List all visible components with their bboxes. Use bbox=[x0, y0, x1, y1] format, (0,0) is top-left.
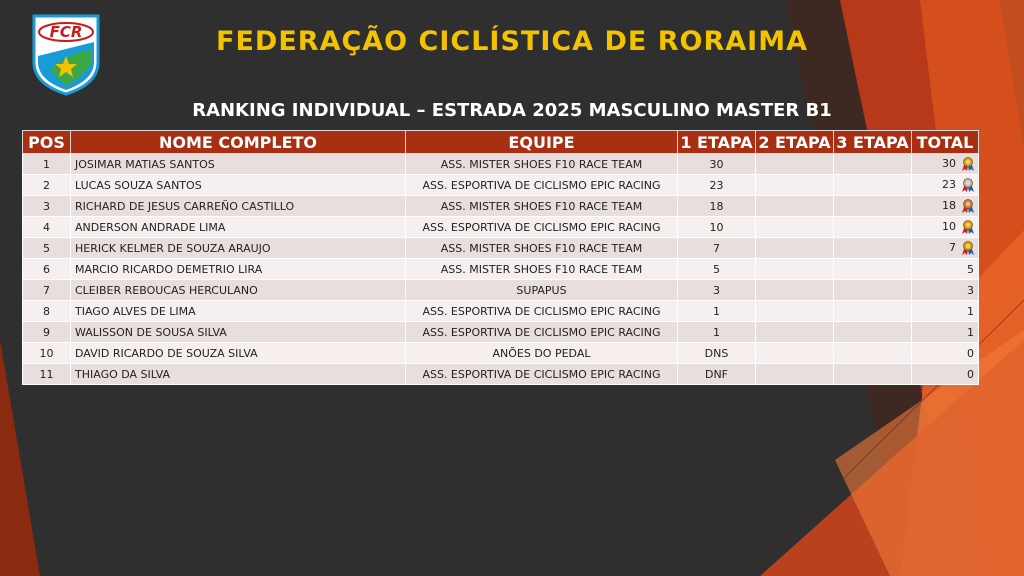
pos-cell bbox=[23, 238, 71, 259]
total-cell bbox=[912, 364, 979, 385]
team-cell bbox=[406, 301, 678, 322]
stage2-cell bbox=[756, 196, 834, 217]
stage2-cell bbox=[756, 175, 834, 196]
total-cell-value: 7 bbox=[949, 241, 956, 254]
pos-cell-value: 6 bbox=[43, 262, 50, 276]
stage1-cell-value: 23 bbox=[709, 178, 724, 192]
total-cell-value: 3 bbox=[967, 283, 974, 297]
total-cell bbox=[912, 154, 979, 175]
team-cell-value: ASS. ESPORTIVA DE CICLISMO EPIC RACING bbox=[422, 367, 661, 381]
pos-cell bbox=[23, 259, 71, 280]
stage3-cell bbox=[834, 364, 912, 385]
total-cell bbox=[912, 322, 979, 343]
column-header-stage1: 1 ETAPA bbox=[678, 131, 756, 154]
pos-cell-value: 10 bbox=[39, 346, 54, 360]
pos-cell bbox=[23, 196, 71, 217]
table-row bbox=[23, 196, 979, 217]
name-cell bbox=[71, 343, 406, 364]
stage1-cell bbox=[678, 322, 756, 343]
stage1-cell bbox=[678, 280, 756, 301]
column-header-stage3: 3 ETAPA bbox=[834, 131, 912, 154]
stage2-cell bbox=[756, 322, 834, 343]
stage2-cell bbox=[756, 217, 834, 238]
team-cell-value: ASS. ESPORTIVA DE CICLISMO EPIC RACING bbox=[422, 178, 661, 192]
name-cell bbox=[71, 154, 406, 175]
silver-medal-icon bbox=[962, 178, 974, 192]
pos-cell-value: 3 bbox=[43, 199, 50, 213]
total-cell-value: 23 bbox=[942, 178, 956, 191]
svg-text:FCR: FCR bbox=[49, 23, 83, 41]
table-row bbox=[23, 280, 979, 301]
stage1-cell bbox=[678, 154, 756, 175]
name-cell-value: WALISSON DE SOUSA SILVA bbox=[75, 325, 227, 339]
stage1-cell bbox=[678, 301, 756, 322]
table-row bbox=[23, 364, 979, 385]
pos-cell-value: 5 bbox=[43, 241, 50, 255]
stage1-cell-value: 10 bbox=[709, 220, 724, 234]
total-cell bbox=[912, 217, 979, 238]
column-header-total: TOTAL bbox=[912, 131, 979, 154]
name-cell-value: TIAGO ALVES DE LIMA bbox=[75, 304, 196, 318]
team-cell bbox=[406, 364, 678, 385]
total-cell-value: 30 bbox=[942, 157, 956, 170]
bronze-medal-icon bbox=[962, 199, 974, 213]
total-cell bbox=[912, 259, 979, 280]
stage1-cell bbox=[678, 217, 756, 238]
stage1-cell bbox=[678, 196, 756, 217]
stage3-cell bbox=[834, 322, 912, 343]
table-header-row bbox=[23, 131, 979, 154]
stage1-cell-value: DNF bbox=[704, 367, 729, 381]
stage3-cell bbox=[834, 154, 912, 175]
table-row bbox=[23, 238, 979, 259]
pos-cell-value: 8 bbox=[43, 304, 50, 318]
team-cell bbox=[406, 175, 678, 196]
name-cell bbox=[71, 301, 406, 322]
team-cell bbox=[406, 238, 678, 259]
column-header-pos: POS bbox=[23, 131, 71, 154]
stage2-cell bbox=[756, 238, 834, 259]
stage1-cell bbox=[678, 343, 756, 364]
total-cell-value: 1 bbox=[967, 325, 974, 339]
page-subtitle: RANKING INDIVIDUAL – ESTRADA 2025 MASCULINO MASTER B1 bbox=[192, 100, 832, 121]
team-cell-value: ANÕES DO PEDAL bbox=[492, 346, 591, 360]
team-cell-value: ASS. MISTER SHOES F10 RACE TEAM bbox=[440, 199, 643, 213]
pos-cell bbox=[23, 322, 71, 343]
stage1-cell-value: DNS bbox=[704, 346, 729, 360]
pos-cell bbox=[23, 175, 71, 196]
total-cell-value: 10 bbox=[942, 220, 956, 233]
pos-cell-value: 9 bbox=[43, 325, 50, 339]
stage3-cell bbox=[834, 217, 912, 238]
award-ribbon-icon bbox=[962, 220, 974, 234]
name-cell-value: ANDERSON ANDRADE LIMA bbox=[75, 220, 226, 234]
total-cell-value: 1 bbox=[967, 304, 974, 318]
gold-medal-icon bbox=[962, 157, 974, 171]
table-row bbox=[23, 322, 979, 343]
team-cell bbox=[406, 196, 678, 217]
pos-cell-value: 1 bbox=[43, 157, 50, 171]
team-cell-value: ASS. MISTER SHOES F10 RACE TEAM bbox=[440, 262, 643, 276]
team-cell bbox=[406, 322, 678, 343]
stage1-cell-value: 30 bbox=[709, 157, 724, 171]
column-header-stage2: 2 ETAPA bbox=[756, 131, 834, 154]
stage1-cell bbox=[678, 259, 756, 280]
total-cell-value: 0 bbox=[967, 367, 974, 381]
team-cell-value: ASS. MISTER SHOES F10 RACE TEAM bbox=[440, 241, 643, 255]
total-cell bbox=[912, 343, 979, 364]
pos-cell-value: 11 bbox=[39, 367, 54, 381]
stage3-cell bbox=[834, 196, 912, 217]
name-cell bbox=[71, 322, 406, 343]
stage1-cell bbox=[678, 364, 756, 385]
name-cell-value: LUCAS SOUZA SANTOS bbox=[75, 178, 202, 192]
total-cell bbox=[912, 196, 979, 217]
name-cell bbox=[71, 217, 406, 238]
stage2-cell bbox=[756, 154, 834, 175]
name-cell-value: DAVID RICARDO DE SOUZA SILVA bbox=[75, 346, 258, 360]
stage1-cell-value: 7 bbox=[713, 241, 720, 255]
team-cell bbox=[406, 259, 678, 280]
stage1-cell bbox=[678, 238, 756, 259]
total-cell-value: 0 bbox=[967, 346, 974, 360]
name-cell-value: JOSIMAR MATIAS SANTOS bbox=[75, 157, 215, 171]
table-row bbox=[23, 259, 979, 280]
pos-cell bbox=[23, 154, 71, 175]
stage3-cell bbox=[834, 301, 912, 322]
total-cell bbox=[912, 280, 979, 301]
team-cell bbox=[406, 154, 678, 175]
column-header-name: NOME COMPLETO bbox=[71, 131, 406, 154]
pos-cell-value: 2 bbox=[43, 178, 50, 192]
page-title: FEDERAÇÃO CICLÍSTICA DE RORAIMA bbox=[216, 26, 808, 57]
name-cell-value: THIAGO DA SILVA bbox=[75, 367, 171, 381]
name-cell-value: HERICK KELMER DE SOUZA ARAUJO bbox=[75, 241, 271, 255]
stage3-cell bbox=[834, 259, 912, 280]
team-cell-value: ASS. ESPORTIVA DE CICLISMO EPIC RACING bbox=[422, 220, 661, 234]
team-cell-value: ASS. ESPORTIVA DE CICLISMO EPIC RACING bbox=[422, 325, 661, 339]
stage1-cell-value: 5 bbox=[713, 262, 720, 276]
pos-cell bbox=[23, 343, 71, 364]
name-cell bbox=[71, 364, 406, 385]
name-cell bbox=[71, 196, 406, 217]
stage3-cell bbox=[834, 280, 912, 301]
name-cell-value: CLEIBER REBOUCAS HERCULANO bbox=[75, 283, 258, 297]
column-header-team: EQUIPE bbox=[406, 131, 678, 154]
stage2-cell bbox=[756, 343, 834, 364]
stage2-cell bbox=[756, 301, 834, 322]
pos-cell bbox=[23, 301, 71, 322]
team-cell bbox=[406, 280, 678, 301]
stage2-cell bbox=[756, 364, 834, 385]
team-cell bbox=[406, 217, 678, 238]
team-cell bbox=[406, 343, 678, 364]
team-cell-value: ASS. MISTER SHOES F10 RACE TEAM bbox=[440, 157, 643, 171]
table-row bbox=[23, 301, 979, 322]
name-cell-value: MARCIO RICARDO DEMETRIO LIRA bbox=[75, 262, 263, 276]
total-cell bbox=[912, 175, 979, 196]
table-row bbox=[23, 154, 979, 175]
name-cell-value: RICHARD DE JESUS CARREÑO CASTILLO bbox=[75, 199, 295, 213]
stage1-cell-value: 18 bbox=[709, 199, 724, 213]
name-cell bbox=[71, 175, 406, 196]
stage1-cell-value: 1 bbox=[713, 325, 720, 339]
table-row bbox=[23, 175, 979, 196]
name-cell bbox=[71, 259, 406, 280]
pos-cell bbox=[23, 280, 71, 301]
pos-cell bbox=[23, 364, 71, 385]
total-cell bbox=[912, 238, 979, 259]
award-ribbon-icon bbox=[962, 241, 974, 255]
stage3-cell bbox=[834, 175, 912, 196]
name-cell bbox=[71, 280, 406, 301]
name-cell bbox=[71, 238, 406, 259]
team-cell-value: SUPAPUS bbox=[516, 283, 567, 297]
stage3-cell bbox=[834, 238, 912, 259]
pos-cell bbox=[23, 217, 71, 238]
stage1-cell-value: 3 bbox=[713, 283, 720, 297]
ranking-table bbox=[22, 130, 979, 385]
pos-cell-value: 7 bbox=[43, 283, 50, 297]
stage3-cell bbox=[834, 343, 912, 364]
stage1-cell bbox=[678, 175, 756, 196]
team-cell-value: ASS. ESPORTIVA DE CICLISMO EPIC RACING bbox=[422, 304, 661, 318]
table-row bbox=[23, 217, 979, 238]
stage1-cell-value: 1 bbox=[713, 304, 720, 318]
stage2-cell bbox=[756, 259, 834, 280]
pos-cell-value: 4 bbox=[43, 220, 50, 234]
table-row bbox=[23, 343, 979, 364]
stage2-cell bbox=[756, 280, 834, 301]
total-cell-value: 18 bbox=[942, 199, 956, 212]
total-cell-value: 5 bbox=[967, 262, 974, 276]
total-cell bbox=[912, 301, 979, 322]
